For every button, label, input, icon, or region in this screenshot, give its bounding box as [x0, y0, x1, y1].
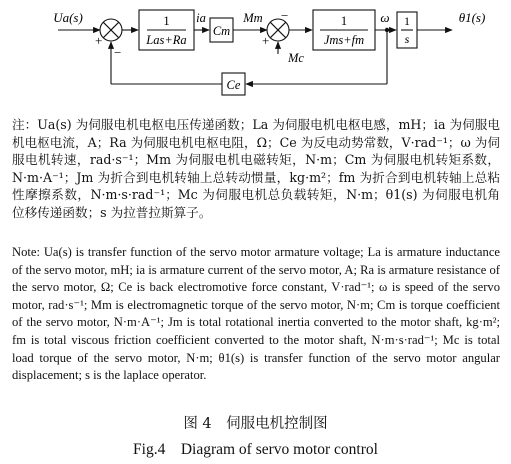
figure-note-chinese: 注：Ua(s) 为伺服电机电枢电压传递函数；La 为伺服电机电枢电感，mH；ia 为伺服电机电枢电流，A；Ra 为伺服电机电枢电阻，Ω；Ce 为反电动势常数，V·rad⁻¹；ω 为伺服电机转速，rad·s⁻¹；Mm 为伺服电机电磁转矩，N·m；Cm 为伺服电机转矩系数，N·m·A⁻¹；Jm 为折合到电机转轴上总转动惯量，kg·m²；fm 为折合到电机转轴上总粘性摩擦系数，N·m·s·rad⁻¹；Mc 为伺服电机总负载转矩，N·m；θ1(s) 为伺服电机角位移传递函数；s 为拉普拉斯算子。 — [12, 117, 500, 220]
figure-caption-chinese: 图 4 伺服电机控制图 — [183, 416, 328, 432]
speed-signal-label: ω — [380, 10, 390, 25]
sum2-plus-sign: + — [262, 33, 270, 48]
sum2-minus-sign: − — [281, 8, 289, 23]
output-signal-label: θ1(s) — [458, 10, 486, 25]
pickoff-point — [385, 28, 389, 32]
armature-block-denominator: Las+Ra — [146, 33, 187, 47]
armature-block-numerator: 1 — [163, 14, 170, 28]
figure-caption-english: Fig.4 Diagram of servo motor control — [133, 441, 378, 458]
current-signal-label: ia — [196, 11, 206, 25]
integrator-denominator: s — [404, 32, 410, 46]
torque-signal-label: Mm — [243, 11, 263, 25]
torque-coeff-label: Cm — [212, 24, 231, 38]
input-signal-label: Ua(s) — [53, 10, 83, 25]
sum1-plus-sign: + — [95, 33, 103, 48]
sum1-minus-sign: − — [114, 45, 122, 60]
mechanical-block-denominator: Jms+fm — [323, 33, 365, 47]
servo-control-block-diagram — [0, 0, 511, 112]
integrator-numerator: 1 — [404, 14, 410, 28]
figure-note-english: Note: Ua(s) is transfer function of the servo motor armature voltage; La is armature inductance of the servo motor, mH; ia is armature current of the servo motor, A; Ra is armature resistance of the servo motor, Ω; Ce is back electromotive force constant, V·rad⁻¹; ω is speed of the servo motor, rad·s⁻¹; Mm is electromagnetic torque of the servo motor, N·m; Cm is torque coefficient of the servo motor, N·m·A⁻¹; Jm is total rotational inertia converted to the motor shaft, kg·m²; fm is total viscous friction coefficient converted to the motor shaft, N·m·s·rad⁻¹; Mc is total load torque of the servo motor, N·m; θ1(s) is transfer function of the servo motor angular displacement; s is the laplace operator. — [12, 245, 500, 383]
load-torque-label: Mc — [288, 51, 304, 65]
mechanical-block-numerator: 1 — [340, 14, 348, 28]
back-emf-label: Ce — [226, 78, 241, 92]
